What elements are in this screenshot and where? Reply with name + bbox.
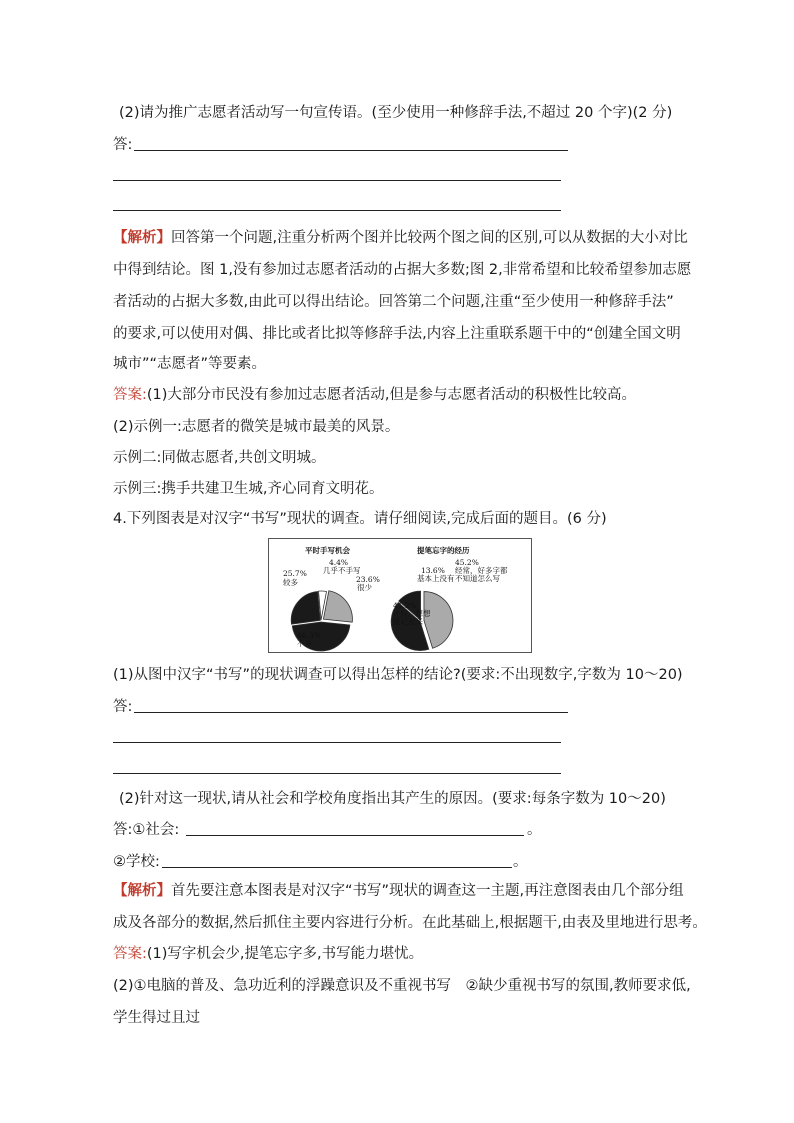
answer-prefix: 答: — [113, 699, 133, 715]
answer-line-society — [186, 835, 524, 836]
period: 。 — [527, 822, 542, 838]
school-answer-prefix: ②学校: — [113, 854, 160, 870]
analysis-paragraph-1 — [113, 228, 688, 248]
pie1-slice — [291, 591, 320, 624]
analysis-paragraph-2 — [113, 881, 684, 901]
answer-label: 答案: — [113, 946, 147, 962]
answer-text: 示例二:同做志愿者,共创文明城。 — [113, 450, 326, 466]
question-3-2: (2)请为推广志愿者活动写一句宣传语。(至少使用一种修辞手法,不超过 20 个字)(2 分) — [119, 105, 673, 121]
pie1-category-label: 很少 — [357, 583, 372, 592]
analysis-text: 者活动的占据大多数,由此可以得出结论。回答第二个问题,注重“至少使用一种修辞手法” — [113, 294, 674, 310]
answer-text: (1)大部分市民没有参加过志愿者活动,但是参与志愿者活动的积极性比较高。 — [146, 387, 637, 403]
pie1-value-label: 23.6% — [356, 575, 380, 584]
pie1-category-label: 较多 — [283, 578, 298, 587]
answer-text: 示例三:携手共建卫生城,齐心同育文明花。 — [113, 481, 384, 497]
pie2-category-label: 还好，想想 — [393, 609, 431, 618]
answer-text: 学生得过且过 — [113, 1010, 200, 1026]
analysis-text: 首先要注意本图表是对汉字“书写”现状的调查这一主题,再注意图表由几个部分组 — [171, 883, 684, 899]
pie2-category-label: 不知道怎么写 — [455, 574, 500, 583]
answer-line — [134, 712, 568, 713]
pie2-value-label: 45.2% — [455, 558, 479, 567]
analysis-text: 回答第一个问题,注重分析两个图并比较两个图之间的区别,可以从数据的大小对比 — [171, 230, 688, 246]
pie1-value-label: 46.3% — [297, 631, 321, 640]
chart-1-title: 平时手写机会 — [305, 546, 350, 555]
answer-line — [113, 773, 561, 774]
pie1-value-label: 25.7% — [283, 569, 307, 578]
answer-paragraph-1 — [113, 385, 636, 405]
chart-2-title: 提笔忘字的经历 — [417, 546, 470, 555]
survey-figure — [268, 538, 532, 653]
answer-text: (2)①电脑的普及、急功近利的浮躁意识及不重视书写 ②缺少重视书写的氛围,教师要求低, — [113, 978, 691, 994]
answer-label: 答案: — [113, 387, 147, 403]
analysis-tag: 【解析】 — [113, 883, 171, 899]
period: 。 — [513, 854, 528, 870]
answer-line — [113, 742, 561, 743]
pie2-category-label: 能记起来 — [393, 617, 423, 626]
pie1-slice — [323, 591, 352, 622]
analysis-text: 成及各部分的数据,然后抓住主要内容进行分析。在此基础上,根据题干,由表及里地进行思考。 — [113, 915, 707, 931]
question-4-stem: 4.下列图表是对汉字“书写”现状的调查。请仔细阅读,完成后面的题目。(6 分) — [113, 511, 607, 527]
analysis-text: 中得到结论。图 1,没有参加过志愿者活动的占据大多数;图 2,非常希望和比较希望参加志愿 — [113, 262, 692, 278]
answer-prefix: 答: — [113, 137, 133, 153]
answer-line — [113, 210, 561, 211]
analysis-text: 城市”“志愿者”等要素。 — [113, 356, 267, 372]
analysis-text: 的要求,可以使用对偶、排比或者比拟等修辞手法,内容上注重联系题干中的“创建全国文明 — [113, 326, 681, 342]
answer-line-school — [162, 867, 512, 868]
question-4-2: (2)针对这一现状,请从社会和学校角度指出其产生的原因。(要求:每条字数为 10～20) — [119, 791, 666, 807]
survey-charts-svg — [269, 539, 531, 652]
society-answer-prefix: 答:①社会: — [113, 822, 180, 838]
pie2-value-label: 13.6% — [421, 566, 445, 575]
pie2-value-label: 41.2% — [393, 601, 417, 610]
answer-line — [113, 180, 561, 181]
pie1-category-label: 不多 — [297, 639, 312, 648]
answer-paragraph-2 — [113, 944, 423, 964]
pie1-value-label: 4.4% — [329, 558, 349, 567]
pie1-category-label: 几乎不手写 — [323, 566, 361, 575]
pie2-category-label: 经常，好多字都 — [455, 566, 508, 575]
answer-text: (1)写字机会少,提笔忘字多,书写能力堪忧。 — [146, 946, 424, 962]
answer-text: (2)示例一:志愿者的微笑是城市最美的风景。 — [113, 419, 400, 435]
pie2-category-label: 基本上没有 — [417, 574, 455, 583]
pie2-slice — [424, 592, 453, 649]
answer-line — [134, 150, 568, 151]
question-4-1: (1)从图中汉字“书写”的现状调查可以得出怎样的结论?(要求:不出现数字,字数为 10～20) — [113, 667, 683, 683]
analysis-tag: 【解析】 — [113, 230, 171, 246]
